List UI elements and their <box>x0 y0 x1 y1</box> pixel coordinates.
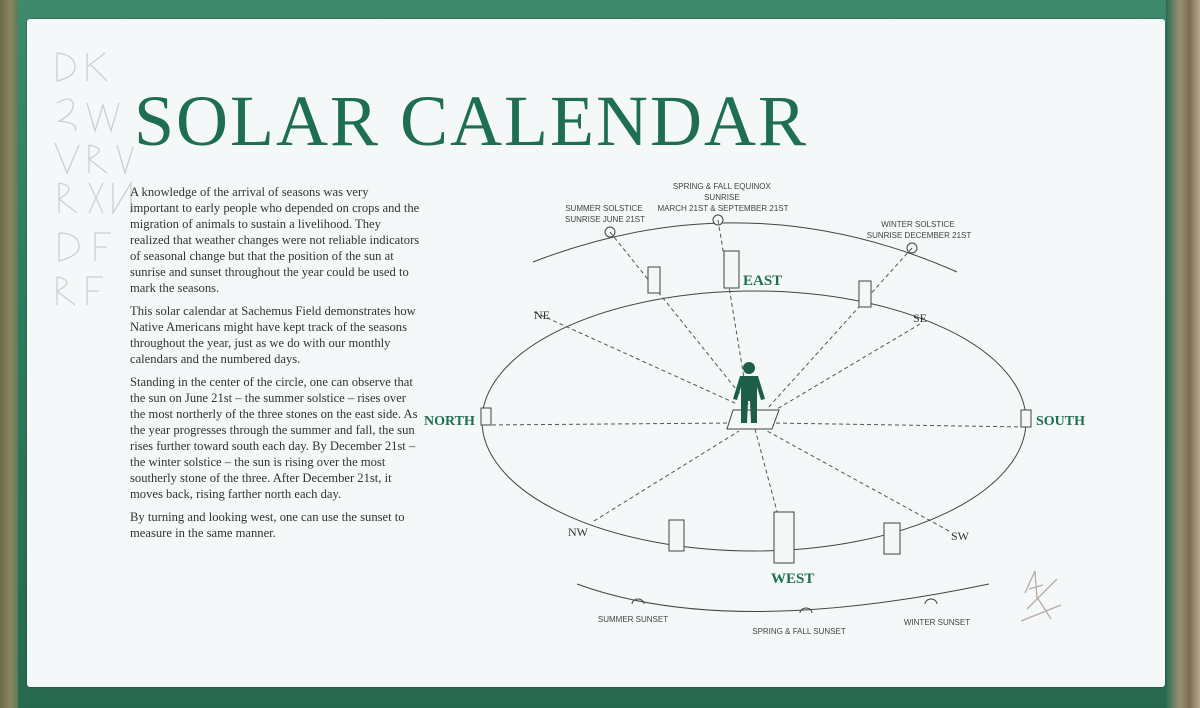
equinox-sunset-label: SPRING & FALL SUNSET <box>752 627 846 636</box>
standing-stone-icon <box>774 512 794 563</box>
paragraph-2: This solar calendar at Sachemus Field demonstrates how Native Americans might have kept track of the seasons throughout the year, just as we do with our monthly calendars and the numbered days. <box>130 304 416 366</box>
sign-title: SOLAR CALENDAR <box>134 81 809 161</box>
north-label: NORTH <box>424 414 475 429</box>
ne-label: NE <box>534 308 550 322</box>
paragraph-1: A knowledge of the arrival of seasons was very important to early people who depended on crops and the migration of animals to sustain a livelihood. They realized that weather changes were not reliable indicators of seasonal change but that the position of the sun at sunrise and sunset throughout the year could be used to mark the seasons. <box>130 185 420 295</box>
east-label: EAST <box>743 273 783 289</box>
west-label: WEST <box>771 571 815 587</box>
standing-stone-icon <box>669 520 684 551</box>
south-label: SOUTH <box>1036 414 1086 429</box>
solar-calendar-diagram <box>27 19 1165 687</box>
se-label: SE <box>913 311 928 325</box>
sign-panel <box>27 19 1165 687</box>
standing-stone-icon <box>724 251 739 288</box>
sw-label: SW <box>951 529 969 543</box>
paragraph-4: By turning and looking west, one can use the sunset to measure in the same manner. <box>130 510 405 540</box>
equinox-sunrise-label: SPRING & FALL EQUINOX SUNRISE MARCH 21ST & SEPTEMBER 21ST <box>657 182 789 213</box>
standing-stone-icon <box>648 267 660 293</box>
nw-label: NW <box>568 525 588 539</box>
standing-stone-icon <box>1021 410 1031 427</box>
standing-stone-icon <box>859 281 871 307</box>
sunset-horizon-arc <box>577 584 989 612</box>
standing-stone-icon <box>481 408 491 425</box>
sun-marker-icon <box>925 599 937 604</box>
summer-sunset-label: SUMMER SUNSET <box>597 615 669 624</box>
scratched-mark <box>1021 571 1061 621</box>
winter-sunrise-label: WINTER SOLSTICE SUNRISE DECEMBER 21ST <box>866 220 972 240</box>
summer-sunrise-label: SUMMER SOLSTICE SUNRISE JUNE 21ST <box>564 204 646 224</box>
background-ground-right <box>1166 0 1200 708</box>
standing-stone-icon <box>884 523 900 554</box>
background-ground-left <box>0 0 18 708</box>
paragraph-3: Standing in the center of the circle, one can observe that the sun on June 21st – the summer solstice – rises over the most northerly of the three stones on the east side. As the year progresses through the summer and fall, the sun rises further toward south each day. By December 21st – the winter solstice – the sun is rising over the most southerly stone of the three. After December 21st, it moves back, rising farther north each day. <box>130 375 418 501</box>
winter-sunset-label: WINTER SUNSET <box>903 618 971 627</box>
